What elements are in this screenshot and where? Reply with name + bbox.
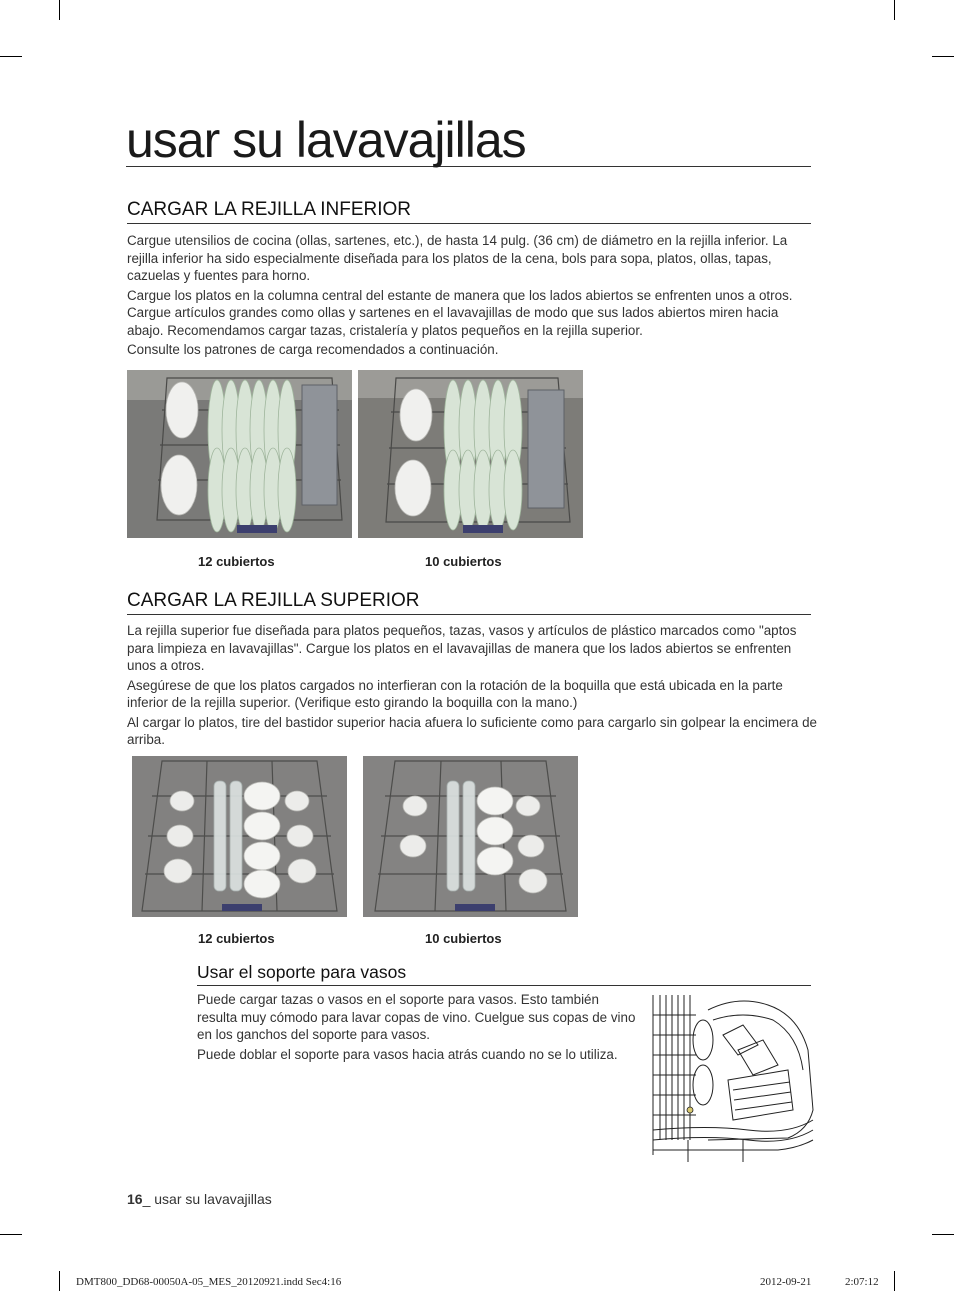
chapter-title: usar su lavavajillas bbox=[126, 114, 811, 167]
print-slug-file: DMT800_DD68-00050A-05_MES_20120921.indd Sec4:16 bbox=[76, 1276, 342, 1288]
paragraph: Al cargar lo platos, tire del bastidor superior hacia afuera lo suficiente como para cargarlo sin golpear la encimera de arriba. bbox=[127, 714, 817, 747]
cup-shelf-illustration bbox=[648, 990, 816, 1170]
cup-shelf-text bbox=[197, 991, 637, 1065]
caption-12-place: 12 cubiertos bbox=[198, 554, 275, 569]
page-footer bbox=[127, 1191, 272, 1207]
crop-mark bbox=[932, 56, 954, 57]
page-number: 16 bbox=[127, 1191, 143, 1207]
paragraph: Consulte los patrones de carga recomendados a continuación. bbox=[127, 342, 499, 357]
subsection-heading-cup-shelf: Usar el soporte para vasos bbox=[197, 961, 811, 986]
crop-mark bbox=[894, 0, 895, 20]
upper-rack-10-place-photo bbox=[363, 756, 578, 917]
print-slug-time: 2:07:12 bbox=[845, 1276, 879, 1288]
crop-mark bbox=[59, 1271, 60, 1291]
caption-12-place: 12 cubiertos bbox=[198, 931, 275, 946]
section-heading-upper-rack: CARGAR LA REJILLA SUPERIOR bbox=[127, 590, 811, 615]
lower-rack-12-place-photo bbox=[127, 370, 352, 538]
paragraph: Puede cargar tazas o vasos en el soporte para vasos. Esto también resulta muy cómodo para lavar copas de vino. Cuelgue sus copas de vino en los ganchos del soporte para vasos. bbox=[197, 992, 636, 1042]
upper-rack-12-place-photo bbox=[132, 756, 347, 917]
lower-rack-text bbox=[127, 232, 817, 361]
crop-mark bbox=[0, 1234, 22, 1235]
crop-mark bbox=[0, 56, 22, 57]
caption-10-place: 10 cubiertos bbox=[425, 931, 502, 946]
upper-rack-text bbox=[127, 622, 817, 751]
paragraph: Cargue los platos en la columna central del estante de manera que los lados abiertos se enfrenten unos a otros. Cargue artículos grandes como ollas y sartenes en el lavavajillas de modo que sus lados abiertos miren hacia abajo. Recomendamos cargar tazas, cristalería y platos pequeños en la rejilla superior. bbox=[127, 287, 793, 338]
paragraph: Puede doblar el soporte para vasos hacia atrás cuando no se lo utiliza. bbox=[197, 1046, 618, 1062]
crop-mark bbox=[894, 1271, 895, 1291]
crop-mark bbox=[59, 0, 60, 20]
print-slug-date: 2012-09-21 bbox=[760, 1276, 812, 1288]
crop-mark bbox=[932, 1234, 954, 1235]
page-footer-label: _ usar su lavavajillas bbox=[142, 1191, 272, 1207]
lower-rack-10-place-photo bbox=[358, 370, 583, 538]
paragraph: Asegúrese de que los platos cargados no interfieran con la rotación de la boquilla que está ubicada en la parte inferior de la rejilla superior. (Verifique esto girando la boquilla con la mano.) bbox=[127, 677, 783, 710]
paragraph: Cargue utensilios de cocina (ollas, sartenes, etc.), de hasta 14 pulg. (36 cm) de diámetro en la rejilla inferior. La rejilla inferior ha sido especialmente diseñada para los platos de la cena, bols para sopa, platos, ollas, tapas, cazuelas y fuentes para horno. bbox=[127, 233, 788, 283]
paragraph: La rejilla superior fue diseñada para platos pequeños, tazas, vasos y artículos de plástico marcados como "aptos para limpieza en lavavajillas". Cargue los platos en el lavavajillas de manera que los lados abiertos se enfrenten unos a otros. bbox=[127, 623, 797, 673]
section-heading-lower-rack: CARGAR LA REJILLA INFERIOR bbox=[127, 199, 811, 224]
caption-10-place: 10 cubiertos bbox=[425, 554, 502, 569]
